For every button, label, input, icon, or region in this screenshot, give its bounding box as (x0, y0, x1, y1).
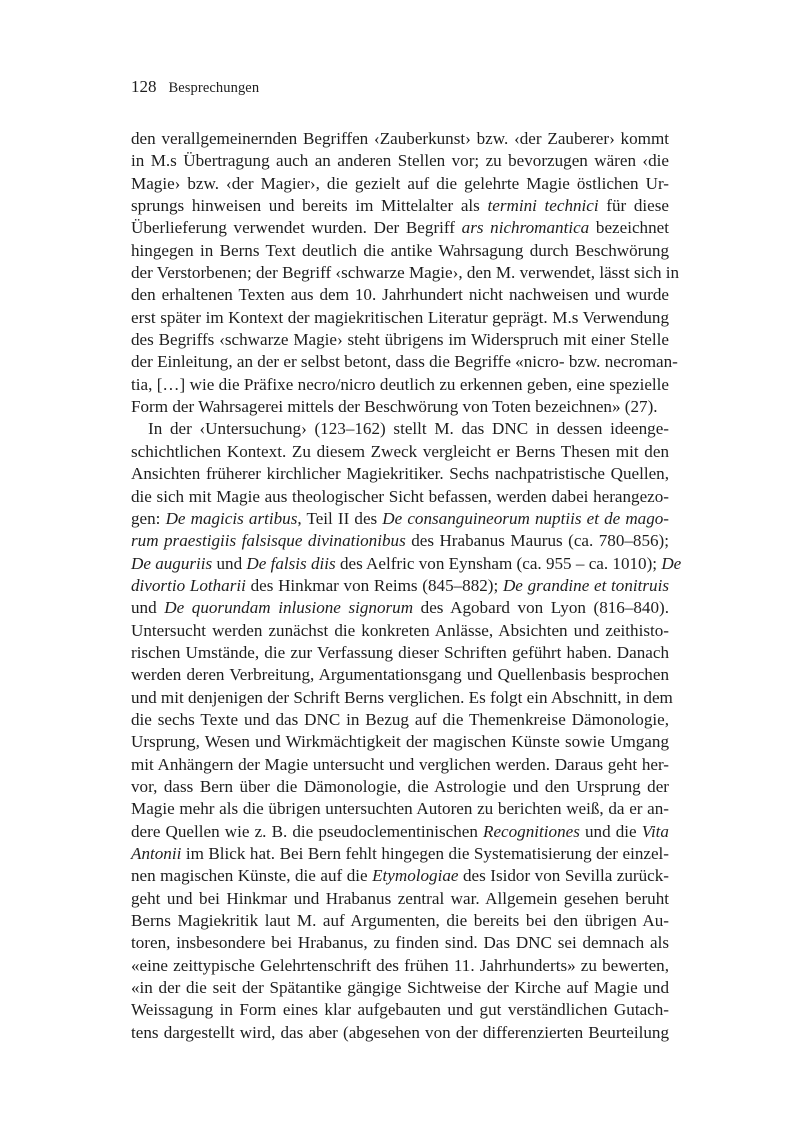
text-run: im Blick hat. Bei Bern fehlt hingegen die Systematisierung der einzel- (181, 844, 669, 863)
text-run: in M.s Übertragung auch an anderen Stellen vor; zu bevorzugen wären ‹die (131, 151, 669, 171)
text-run: hingegen in Berns Text deutlich die antike Wahrsagung durch Beschwörung (131, 240, 669, 260)
text-run: und die (579, 821, 642, 841)
text-run: Untersucht werden zunächst die konkreten Anlässe, Absichten und zeithisto- (131, 620, 669, 640)
text-line (131, 709, 669, 731)
text-run: Form der Wahrsagerei mittels der Beschwörung von Toten bezeichnen» (27). (131, 397, 658, 417)
italic-title: Recognitiones (483, 821, 580, 841)
text-line (131, 307, 669, 329)
italic-title: De quorundam inlusione signorum (164, 598, 414, 618)
text-run: die sechs Texte und das DNC in Bezug auf die Themenkreise Dämonologie, (131, 709, 669, 729)
text-run: und (131, 598, 165, 618)
text-run: geht und bei Hinkmar und Hrabanus zentral war. Allgemein gesehen beruht (131, 888, 669, 908)
text-line (131, 731, 669, 753)
text-line (131, 195, 669, 217)
text-run: für diese (598, 196, 669, 216)
text-run: werden deren Verbreitung, Argumentationsgang und Quellenbasis besprochen (131, 665, 669, 685)
text-line (131, 486, 669, 508)
text-line (131, 597, 669, 619)
text-run: In der ‹Untersuchung› (123–162) stellt M. das DNC in dessen ideenge- (148, 419, 669, 439)
text-line (131, 553, 682, 575)
running-title: Besprechungen (168, 80, 260, 96)
text-line (131, 687, 673, 709)
text-line (131, 821, 669, 843)
text-run: toren, insbesondere bei Hrabanus, zu finden sind. Das DNC sei demnach als (131, 933, 669, 953)
text-line (131, 910, 669, 932)
text-run: des Agobard von Lyon (816–840). (413, 598, 669, 618)
text-line (131, 754, 669, 776)
text-line (131, 284, 669, 306)
italic-title: Antonii (131, 844, 182, 863)
text-run: dere Quellen wie z. B. die pseudoclementinischen (131, 821, 484, 841)
text-line (131, 351, 678, 373)
text-run: des Hinkmar von Reims (845–882); (245, 575, 503, 595)
text-line (131, 418, 669, 440)
italic-title: De magicis artibus (165, 508, 298, 528)
text-run: den verallgemeinernden Begriffen ‹Zauberkunst› bzw. ‹der Zauberer› kommt (131, 129, 669, 148)
text-run: tens dargestellt wird, das aber (abgesehen von der differenzierten Beurteilung (131, 1022, 669, 1042)
text-line (131, 798, 669, 820)
text-run: und mit denjenigen der Schrift Berns verglichen. Es folgt ein Abschnitt, in dem (131, 687, 673, 707)
text-line (131, 463, 669, 485)
italic-title: De (661, 553, 682, 573)
text-line (131, 329, 669, 351)
italic-title: termini technici (487, 196, 599, 216)
text-run: des Hrabanus Maurus (ca. 780–856); (405, 531, 670, 551)
text-run: Magie mehr als die übrigen untersuchten Autoren zu berichten weiß, da er an- (131, 799, 669, 819)
text-run: Magie› bzw. ‹der Magier›, die gezielt auf die gelehrte Magie östlichen Ur- (131, 173, 669, 193)
italic-title: Etymologiae (372, 866, 459, 886)
text-line (131, 530, 669, 552)
text-line (131, 441, 669, 463)
italic-title: De consanguineorum nuptiis et de mago- (382, 508, 669, 528)
text-run: die sich mit Magie aus theologischer Sicht befassen, werden dabei herangezo- (131, 486, 669, 506)
body-text (131, 128, 682, 1044)
text-run: und (212, 553, 247, 573)
text-line (131, 776, 669, 798)
italic-title: divortio Lotharii (131, 575, 246, 595)
text-run: des Begriffs ‹schwarze Magie› steht übrigens im Widerspruch mit einer Stelle (131, 330, 669, 350)
text-line (131, 396, 669, 418)
text-run: Ursprung, Wesen und Wirkmächtigkeit der magischen Künste sowie Umgang (131, 732, 669, 752)
text-line (131, 173, 669, 195)
text-run: der Verstorbenen; der Begriff ‹schwarze Magie›, den M. verwendet, lässt sich in (131, 263, 680, 283)
text-run: Überlieferung verwendet wurden. Der Begriff (131, 218, 462, 238)
text-line (131, 374, 669, 396)
text-run: erst später im Kontext der magiekritischen Literatur geprägt. M.s Verwendung (131, 307, 669, 327)
text-run: bezeichnet (589, 218, 669, 238)
text-line (131, 620, 669, 642)
text-run: gen: (131, 508, 166, 528)
text-line (131, 1022, 669, 1044)
text-run: des Aelfric von Eynsham (ca. 955 – ca. 1010); (335, 553, 662, 573)
text-line (131, 888, 669, 910)
text-run: Berns Magiekritik laut M. auf Argumenten, die bereits bei den übrigen Au- (131, 911, 669, 931)
italic-title: De auguriis (131, 553, 213, 573)
text-run: Ansichten früherer kirchlicher Magiekritiker. Sechs nachpatristische Quellen, (131, 464, 669, 484)
text-run: tia, […] wie die Präfixe necro/nicro deutlich zu erkennen geben, eine spezielle (131, 374, 669, 394)
italic-title: De falsis diis (246, 553, 336, 573)
text-run: nen magischen Künste, die auf die (131, 866, 373, 886)
text-line (131, 664, 669, 686)
text-run: rischen Umstände, die zur Verfassung dieser Schriften geführt haben. Danach (131, 642, 669, 662)
text-run: «in der die seit der Spätantike gängige Sichtweise der Kirche auf Magie und (131, 978, 669, 998)
text-run: mit Anhängern der Magie untersucht und verglichen werden. Daraus geht her- (131, 754, 669, 774)
text-line (131, 642, 669, 664)
text-line (131, 262, 680, 284)
text-line (131, 508, 669, 530)
text-line (131, 999, 669, 1021)
text-line (131, 955, 669, 977)
text-run: «eine zeittypische Gelehrtenschrift des frühen 11. Jahrhunderts» zu bewerten, (131, 955, 669, 975)
running-header (131, 77, 259, 98)
text-line (131, 240, 669, 262)
text-line (131, 932, 669, 954)
italic-title: rum praestigiis falsisque divinationibus (131, 531, 406, 551)
text-line (131, 977, 669, 999)
text-run: der Einleitung, an der er selbst betont, dass die Begriffe «nicro- bzw. necroman- (131, 352, 678, 372)
text-line (131, 128, 669, 150)
text-line (131, 217, 669, 239)
text-line (131, 575, 669, 597)
italic-title: ars nichromantica (461, 218, 590, 238)
page-number: 128 (131, 77, 157, 96)
italic-title: De grandine et tonitruis (502, 575, 669, 595)
text-line (131, 843, 669, 865)
text-run: des Isidor von Sevilla zurück- (458, 866, 669, 886)
text-run: Weissagung in Form eines klar aufgebauten und gut verständlichen Gutach- (131, 1000, 669, 1020)
text-run: , Teil II des (297, 508, 383, 528)
text-run: vor, dass Bern über die Dämonologie, die Astrologie und den Ursprung der (131, 776, 669, 796)
text-run: den erhaltenen Texten aus dem 10. Jahrhundert nicht nachweisen und wurde (131, 285, 669, 305)
text-run: schichtlichen Kontext. Zu diesem Zweck vergleicht er Berns Thesen mit den (131, 441, 669, 461)
italic-title: Vita (641, 821, 669, 841)
text-line (131, 150, 669, 172)
text-line (131, 865, 669, 887)
text-run: sprungs hinweisen und bereits im Mittelalter als (131, 196, 488, 216)
